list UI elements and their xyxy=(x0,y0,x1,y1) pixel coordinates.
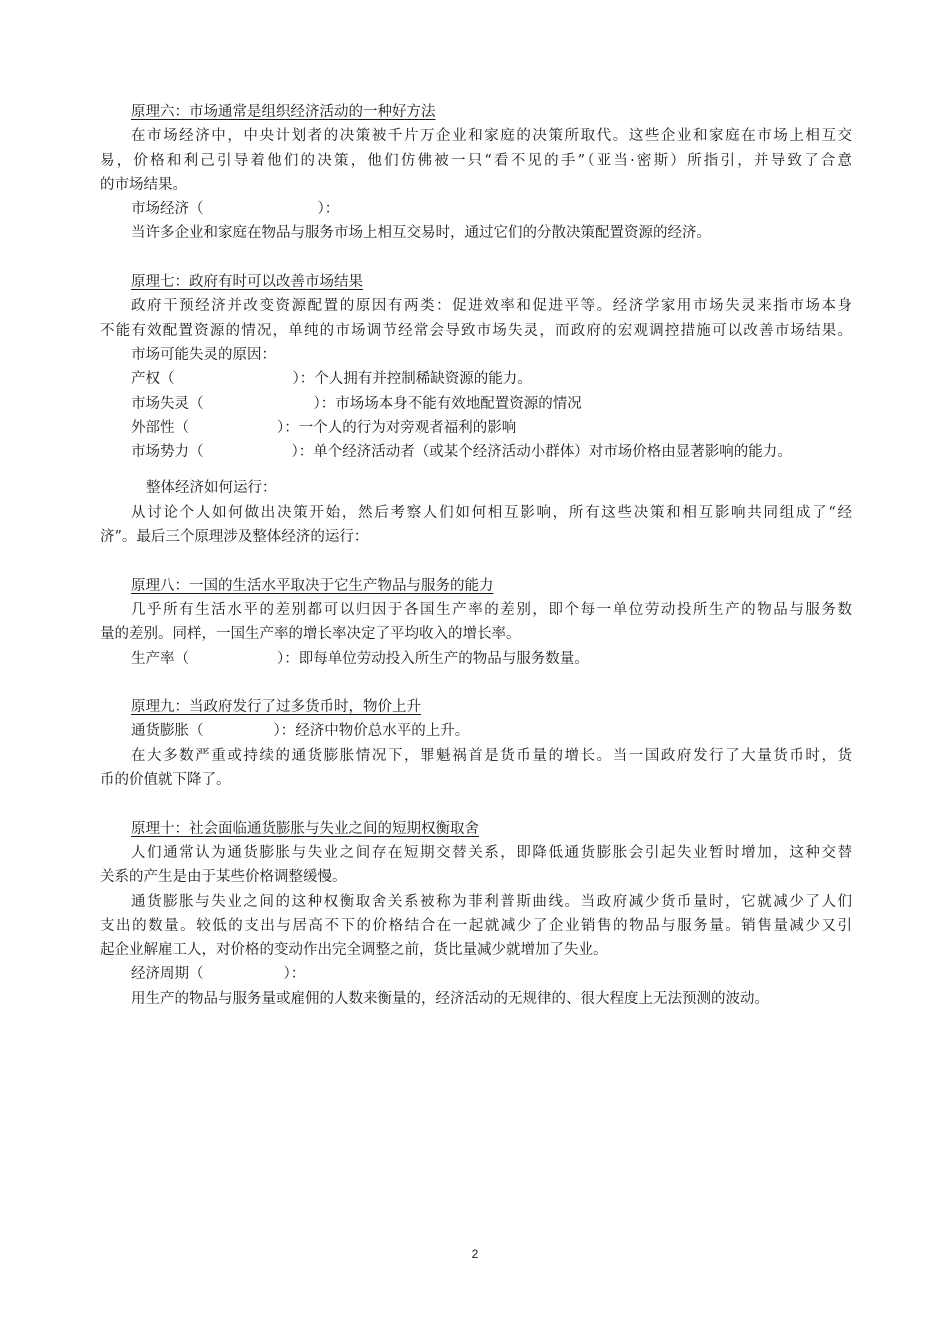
principle-9-paragraph-line: 币的价值就下降了。 xyxy=(100,772,231,789)
principle-10-heading: 原理十：社会面临通货膨胀与失业之间的短期权衡取舍 xyxy=(131,820,479,837)
externality-term: 外部性（ ）：一个人的行为对旁观者福利的影响 xyxy=(131,419,517,436)
property-rights-term: 产权（ ）：个人拥有并控制稀缺资源的能力。 xyxy=(131,371,532,388)
market-economy-term: 市场经济（ ）： xyxy=(131,201,340,218)
principle-10-paragraph-line: 通货膨胀与失业之间的这种权衡取舍关系被称为菲利普斯曲线。当政府减少货币量时，它就减少了人们 xyxy=(131,893,852,910)
principle-7-paragraph-line: 不能有效配置资源的情况，单纯的市场调节经常会导致市场失灵，而政府的宏观调控措施可以改善市场结果。 xyxy=(100,322,852,339)
productivity-term: 生产率（ ）：即每单位劳动投入所生产的物品与服务数量。 xyxy=(131,650,589,667)
market-failure-causes-intro: 市场可能失灵的原因： xyxy=(131,346,276,363)
economy-section-heading: 整体经济如何运行： xyxy=(146,480,277,497)
principle-9-heading: 原理九：当政府发行了过多货币时，物价上升 xyxy=(131,699,421,716)
principle-10-paragraph-line: 人们通常认为通货膨胀与失业之间存在短期交替关系，即降低通货膨胀会引起失业暂时增加，这种交替 xyxy=(131,844,852,861)
economy-paragraph-line: 济”。最后三个原理涉及整体经济的运行： xyxy=(100,529,369,546)
document-body xyxy=(100,100,852,1011)
economy-paragraph-line: 从讨论个人如何做出决策开始，然后考察人们如何相互影响，所有这些决策和相互影响共同组成了“经 xyxy=(131,504,852,521)
principle-10-paragraph-line: 关系的产生是由于某些价格调整缓慢。 xyxy=(100,869,347,886)
principle-6-paragraph-line: 的市场结果。 xyxy=(100,176,187,193)
page-number: 2 xyxy=(471,1247,479,1261)
inflation-term: 通货膨胀（ ）：经济中物价总水平的上升。 xyxy=(131,723,470,740)
market-failure-term: 市场失灵（ ）：市场场本身不能有效地配置资源的情况 xyxy=(131,395,582,412)
principle-10-paragraph-line: 支出的数量。较低的支出与居高不下的价格结合在一起就减少了企业销售的物品与服务量。销售量减少又引 xyxy=(100,917,852,934)
principle-7-paragraph-line: 政府干预经济并改变资源配置的原因有两类：促进效率和促进平等。经济学家用市场失灵来指市场本身 xyxy=(131,298,852,315)
principle-8-heading: 原理八：一国的生活水平取决于它生产物品与服务的能力 xyxy=(131,577,494,594)
business-cycle-term: 经济周期（ ）： xyxy=(131,966,306,983)
principle-8-paragraph-line: 量的差别。同样，一国生产率的增长率决定了平均收入的增长率。 xyxy=(100,626,521,643)
market-economy-definition: 当许多企业和家庭在物品与服务市场上相互交易时，通过它们的分散决策配置资源的经济。 xyxy=(131,225,711,242)
principle-7-heading: 原理七：政府有时可以改善市场结果 xyxy=(131,274,363,291)
principle-8-paragraph-line: 几乎所有生活水平的差别都可以归因于各国生产率的差别，即个每一单位劳动投所生产的物品与服务数 xyxy=(131,601,852,618)
principle-10-paragraph-line: 起企业解雇工人，对价格的变动作出完全调整之前，货比量减少就增加了失业。 xyxy=(100,942,608,959)
principle-6-paragraph-line: 在市场经济中，中央计划者的决策被千片万企业和家庭的决策所取代。这些企业和家庭在市场上相互交 xyxy=(131,128,852,145)
principle-6-paragraph-line: 易，价格和利己引导着他们的决策，他们仿佛被一只“看不见的手”（亚当·密斯）所指引，并导致了合意 xyxy=(100,152,852,169)
market-power-term: 市场势力（ ）：单个经济活动者（或某个经济活动小群体）对市场价格由显著影响的能力。 xyxy=(131,444,792,461)
principle-9-paragraph-line: 在大多数严重或持续的通货膨胀情况下，罪魁祸首是货币量的增长。当一国政府发行了大量货币时，货 xyxy=(131,747,852,764)
business-cycle-definition: 用生产的物品与服务量或雇佣的人数来衡量的，经济活动的无规律的、很大程度上无法预测的波动。 xyxy=(131,990,769,1007)
principle-6-heading: 原理六：市场通常是组织经济活动的一种好方法 xyxy=(131,104,436,120)
